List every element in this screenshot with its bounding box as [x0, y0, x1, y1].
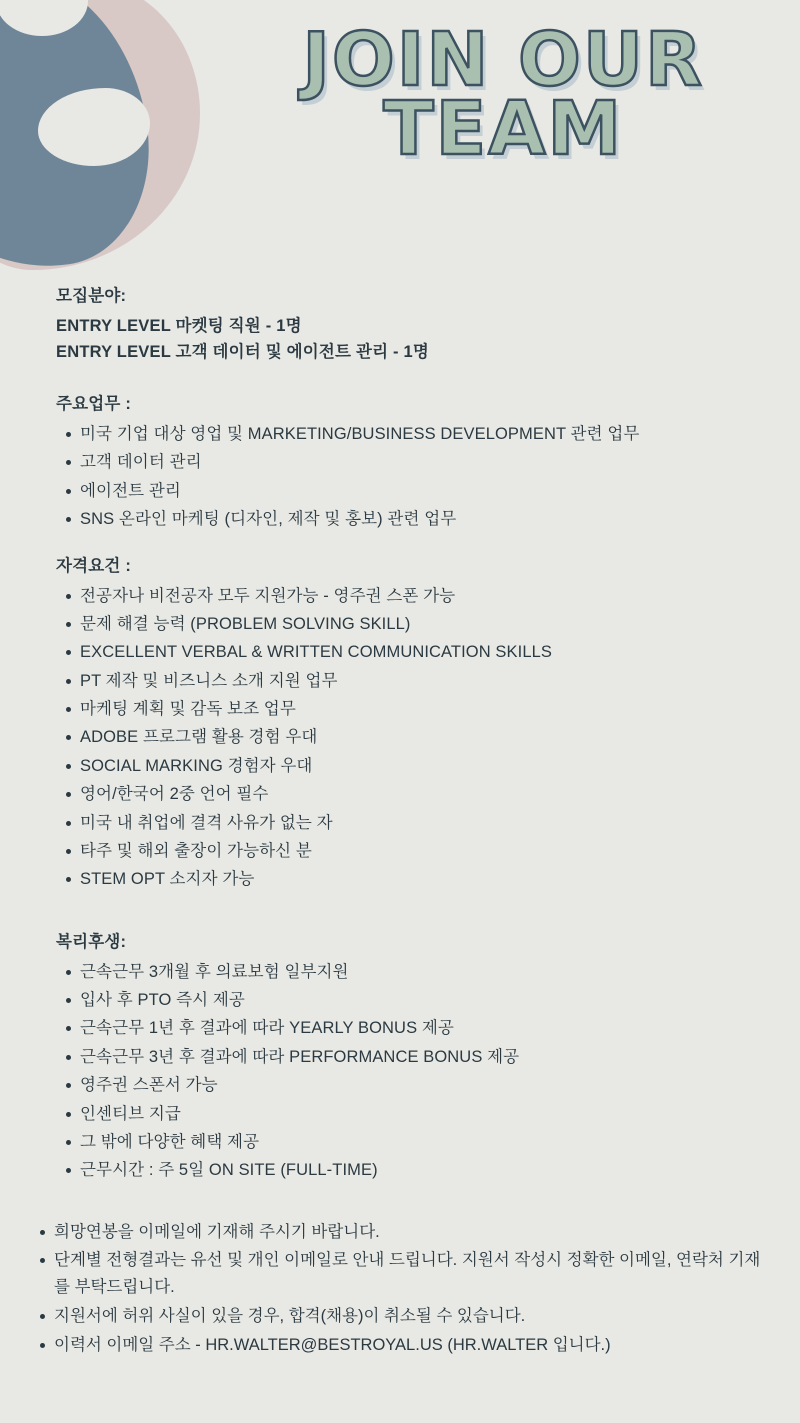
list-item: STEM OPT 소지자 가능 [80, 865, 760, 893]
list-item: 근무시간 : 주 5일 ON SITE (FULL-TIME) [80, 1156, 760, 1184]
section-benefits [0, 928, 800, 1185]
list-item: SNS 온라인 마케팅 (디자인, 제작 및 홍보) 관련 업무 [80, 505, 760, 533]
list-item: 근속근무 1년 후 결과에 따라 YEARLY BONUS 제공 [80, 1014, 760, 1042]
positions-heading: 모집분야: [56, 287, 127, 305]
list-item: 미국 기업 대상 영업 및 MARKETING/BUSINESS DEVELOPMENT 관련 업무 [80, 420, 760, 448]
list-item: 이력서 이메일 주소 - HR.WALTER@BESTROYAL.US (HR.WALTER 입니다.) [54, 1332, 766, 1359]
list-item: 고객 데이터 관리 [80, 448, 760, 476]
list-item: 타주 및 해외 출장이 가능하신 분 [80, 837, 760, 865]
list-item: 근속근무 3개월 후 의료보험 일부지원 [80, 958, 760, 986]
notes-list [34, 1219, 766, 1359]
list-item: EXCELLENT VERBAL & WRITTEN COMMUNICATION SKILLS [80, 638, 760, 666]
qualifications-heading: 자격요건 : [56, 556, 132, 575]
list-item: 지원서에 허위 사실이 있을 경우, 합격(채용)이 취소될 수 있습니다. [54, 1303, 766, 1330]
list-item: 근속근무 3년 후 결과에 따라 PERFORMANCE BONUS 제공 [80, 1043, 760, 1071]
qualifications-list [56, 582, 760, 894]
list-item: 단계별 전형결과는 유선 및 개인 이메일로 안내 드립니다. 지원서 작성시 정확한 이메일, 연락처 기재를 부탁드립니다. [54, 1247, 766, 1300]
list-item: 영주권 스폰서 가능 [80, 1071, 760, 1099]
list-item: 미국 내 취업에 결격 사유가 없는 자 [80, 809, 760, 837]
list-item: 영어/한국어 2중 언어 필수 [80, 780, 760, 808]
duties-heading: 주요업무 : [56, 395, 132, 413]
page-title-line-1: JOIN OUR [302, 17, 704, 103]
list-item: 입사 후 PTO 즉시 제공 [80, 986, 760, 1014]
list-item: SOCIAL MARKING 경험자 우대 [80, 752, 760, 780]
list-item: 문제 해결 능력 (PROBLEM SOLVING SKILL) [80, 610, 760, 638]
position-item: ENTRY LEVEL 마켓팅 직원 - 1명 [56, 317, 302, 335]
benefits-heading: 복리후생: [56, 932, 127, 951]
list-item: 인센티브 지급 [80, 1100, 760, 1128]
list-item: ADOBE 프로그램 활용 경험 우대 [80, 723, 760, 751]
list-item: 희망연봉을 이메일에 기재해 주시기 바랍니다. [54, 1219, 766, 1246]
position-item: ENTRY LEVEL 고객 데이터 및 에이전트 관리 - 1명 [56, 343, 430, 361]
section-positions [0, 282, 800, 362]
hero-banner [0, 0, 800, 278]
list-item: 에이전트 관리 [80, 477, 760, 505]
list-item: 그 밖에 다양한 혜택 제공 [80, 1128, 760, 1156]
section-qualifications [0, 552, 800, 894]
duties-list [56, 420, 760, 534]
page-title-line-2: TEAM [383, 85, 624, 172]
section-duties [0, 390, 800, 534]
posting-body [0, 278, 800, 1358]
list-item: 전공자나 비전공자 모두 지원가능 - 영주권 스폰 가능 [80, 582, 760, 610]
benefits-list [56, 958, 760, 1185]
list-item: PT 제작 및 비즈니스 소개 지원 업무 [80, 667, 760, 695]
page-title [302, 17, 704, 172]
list-item: 마케팅 계획 및 감독 보조 업무 [80, 695, 760, 723]
section-notes [0, 1219, 800, 1359]
